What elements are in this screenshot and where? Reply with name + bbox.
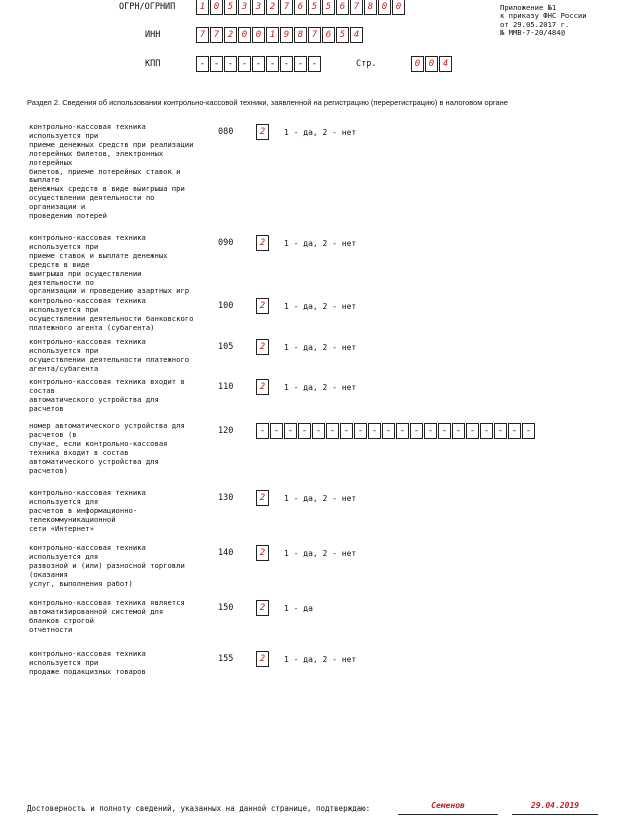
description-line: используется при [29,657,99,667]
digit-cell[interactable]: 3 [238,0,251,15]
description-line: расчетов в информационно- [29,505,138,515]
digit-cell[interactable]: 0 [210,0,223,15]
digit-cell[interactable]: - [382,423,395,439]
description-line: приеме денежных средств при реализации [29,139,194,149]
description-line: продаже подакцизных товаров [29,666,146,676]
description-line: используется при [29,304,99,314]
digit-cell[interactable]: - [270,423,283,439]
value-hint: 1 - да, 2 - нет [284,239,357,248]
appendix-line: Приложение №1 [500,3,557,12]
appendix-line: от 29.05.2017 г. [500,19,570,29]
digit-cell[interactable]: - [494,423,507,439]
digit-cell[interactable]: 7 [196,27,209,43]
field-description [29,338,214,374]
kpp-label: КПП [145,59,161,69]
digit-cell[interactable]: 5 [322,0,335,15]
description-line: случае, если контрольно-кассовая [29,438,168,448]
digit-cell[interactable]: 7 [350,0,363,15]
description-line: бланков строгой [29,615,94,625]
digit-cell[interactable]: - [466,423,479,439]
field-description [29,234,214,296]
value-hint: 1 - да, 2 - нет [284,494,357,503]
field-description [29,544,214,589]
description-line: контрольно-кассовая техника является [29,598,185,607]
digit-cell[interactable]: 0 [411,56,424,72]
description-line: состав [29,385,55,395]
digit-cell[interactable]: - [284,423,297,439]
digit-cell[interactable]: - [238,56,251,72]
value-box[interactable]: 2 [256,124,269,140]
field-code: 100 [218,301,234,311]
appendix-note [500,4,587,38]
description-line: контрольно-кассовая техника [29,122,146,131]
description-line: контрольно-кассовая техника [29,543,146,552]
device-number-cells [256,423,536,439]
description-line: автоматического устройства для [29,456,159,466]
description-line: лотерейных билетов, электронных [29,148,164,158]
description-line: контрольно-кассовая техника [29,296,146,305]
digit-cell[interactable]: 0 [378,0,391,15]
description-line: организации и проведению азартных игр [29,286,190,296]
description-line: (оказания [29,569,68,579]
digit-cell[interactable]: 6 [336,0,349,15]
page-label: Стр. [356,59,377,69]
digit-cell[interactable]: - [256,423,269,439]
digit-cell[interactable]: 5 [336,27,349,43]
description-line: платежного агента (субагента) [29,322,155,332]
page-cells [411,56,453,72]
field-code: 105 [218,342,234,352]
digit-cell[interactable]: 6 [322,27,335,43]
digit-cell[interactable]: - [280,56,293,72]
digit-cell[interactable]: - [196,56,209,72]
description-line: отчетности [29,624,73,634]
description-line: осуществлении деятельности платежного [29,354,190,364]
value-box[interactable]: 2 [256,235,269,251]
digit-cell[interactable]: - [368,423,381,439]
digit-cell[interactable]: - [480,423,493,439]
digit-cell[interactable]: - [452,423,465,439]
digit-cell[interactable]: - [396,423,409,439]
description-line: используется при [29,130,99,140]
appendix-line: к приказу ФНС России [500,11,587,21]
field-description [29,297,214,333]
field-description [29,599,214,635]
description-line: средств в виде [29,259,90,269]
digit-cell[interactable]: 7 [308,27,321,43]
description-line: лотерейных [29,157,73,167]
description-line: используется при [29,241,99,251]
signature-date[interactable]: 29.04.2019 [512,801,598,815]
digit-cell[interactable]: - [410,423,423,439]
value-hint: 1 - да, 2 - нет [284,383,357,392]
digit-cell[interactable]: 5 [224,0,237,15]
footer-statement: Достоверность и полноту сведений, указанных на данной странице, подтверждаю: [27,804,371,813]
field-code: 110 [218,382,234,392]
description-line: расчетов (в [29,429,77,439]
digit-cell[interactable]: - [312,423,325,439]
digit-cell[interactable]: 2 [224,27,237,43]
field-code: 120 [218,426,234,436]
description-line: проведению лотерей [29,211,107,221]
description-line: услуг, выполнения работ) [29,578,133,588]
description-line: сети «Интернет» [29,523,94,533]
field-code: 080 [218,127,234,137]
description-line: осуществлении деятельности по [29,193,155,203]
value-hint: 1 - да, 2 - нет [284,343,357,352]
description-line: денежных средств в виде выигрыша при [29,184,185,194]
description-line: расчетов [29,403,64,413]
digit-cell[interactable]: 8 [364,0,377,15]
description-line: контрольно-кассовая техника [29,649,146,658]
digit-cell[interactable]: - [298,423,311,439]
description-line: контрольно-кассовая техника [29,233,146,242]
signer-name[interactable]: Семенов [398,801,498,815]
digit-cell[interactable]: - [252,56,265,72]
value-hint: 1 - да, 2 - нет [284,549,357,558]
digit-cell[interactable]: 0 [425,56,438,72]
digit-cell[interactable]: - [424,423,437,439]
digit-cell[interactable]: - [508,423,521,439]
digit-cell[interactable]: 4 [350,27,363,43]
digit-cell[interactable]: - [354,423,367,439]
field-description [29,378,214,414]
inn-cells [196,27,364,43]
digit-cell[interactable]: - [266,56,279,72]
value-box[interactable]: 2 [256,651,269,667]
value-hint: 1 - да, 2 - нет [284,655,357,664]
section-title: Раздел 2. Сведения об использовании контрольно-кассовой техники, заявленной на регистрацию (перерегистрацию) в налоговом органе [27,98,508,107]
kpp-cells [196,56,322,72]
value-box[interactable]: 2 [256,600,269,616]
field-description [29,422,214,475]
description-line: номер автоматического устройства для [29,421,185,430]
digit-cell[interactable]: 1 [196,0,209,15]
digit-cell[interactable]: 0 [238,27,251,43]
description-line: контрольно-кассовая техника входит в [29,377,185,386]
digit-cell[interactable]: 7 [210,27,223,43]
digit-cell[interactable]: 8 [294,27,307,43]
description-line: выигрыша при осуществлении [29,268,142,278]
digit-cell[interactable]: 3 [252,0,265,15]
value-box[interactable]: 2 [256,379,269,395]
ogrn-label: ОГРН/ОГРНИП [119,2,176,12]
field-code: 090 [218,238,234,248]
value-hint: 1 - да, 2 - нет [284,302,357,311]
field-code: 150 [218,603,234,613]
digit-cell[interactable]: 7 [280,0,293,15]
ogrn-cells [196,0,406,15]
description-line: автоматизированной системой для [29,606,164,616]
description-line: используется для [29,551,99,561]
value-hint: 1 - да [284,604,313,613]
field-description [29,650,214,677]
digit-cell[interactable]: - [326,423,339,439]
field-code: 130 [218,493,234,503]
description-line: осуществлении деятельности банковского [29,313,194,323]
inn-label: ИНН [145,30,161,40]
field-description [29,123,214,221]
digit-cell[interactable]: 4 [439,56,452,72]
description-line: приеме ставок и выплате денежных [29,250,168,260]
digit-cell[interactable]: 0 [252,27,265,43]
description-line: расчетов) [29,465,68,475]
description-line: техника входит в состав [29,447,129,457]
digit-cell[interactable]: - [522,423,535,439]
digit-cell[interactable]: 2 [266,0,279,15]
description-line: используется для [29,496,99,506]
description-line: билетов, приеме лотерейных ставок и [29,166,181,176]
description-line: телекоммуникационной [29,514,116,524]
description-line: деятельности по [29,277,94,287]
description-line: контрольно-кассовая техника [29,337,146,346]
digit-cell[interactable]: 0 [392,0,405,15]
value-box[interactable]: 2 [256,339,269,355]
digit-cell[interactable]: 6 [294,0,307,15]
field-description [29,489,214,534]
digit-cell[interactable]: - [308,56,321,72]
value-hint: 1 - да, 2 - нет [284,128,357,137]
digit-cell[interactable]: 9 [280,27,293,43]
field-code: 140 [218,548,234,558]
digit-cell[interactable]: 5 [308,0,321,15]
value-box[interactable]: 2 [256,490,269,506]
description-line: автоматического устройства для [29,394,159,404]
digit-cell[interactable]: - [294,56,307,72]
description-line: агента/субагента [29,363,99,373]
digit-cell[interactable]: - [340,423,353,439]
description-line: организации и [29,202,86,212]
value-box[interactable]: 2 [256,298,269,314]
description-line: используется при [29,345,99,355]
description-line: развозной и (или) разносной торговли [29,560,185,570]
value-box[interactable]: 2 [256,545,269,561]
description-line: контрольно-кассовая техника [29,488,146,497]
digit-cell[interactable]: - [438,423,451,439]
appendix-line: № ММВ-7-20/484@ [500,28,565,38]
digit-cell[interactable]: - [224,56,237,72]
digit-cell[interactable]: 1 [266,27,279,43]
field-code: 155 [218,654,234,664]
description-line: выплате [29,175,60,185]
digit-cell[interactable]: - [210,56,223,72]
